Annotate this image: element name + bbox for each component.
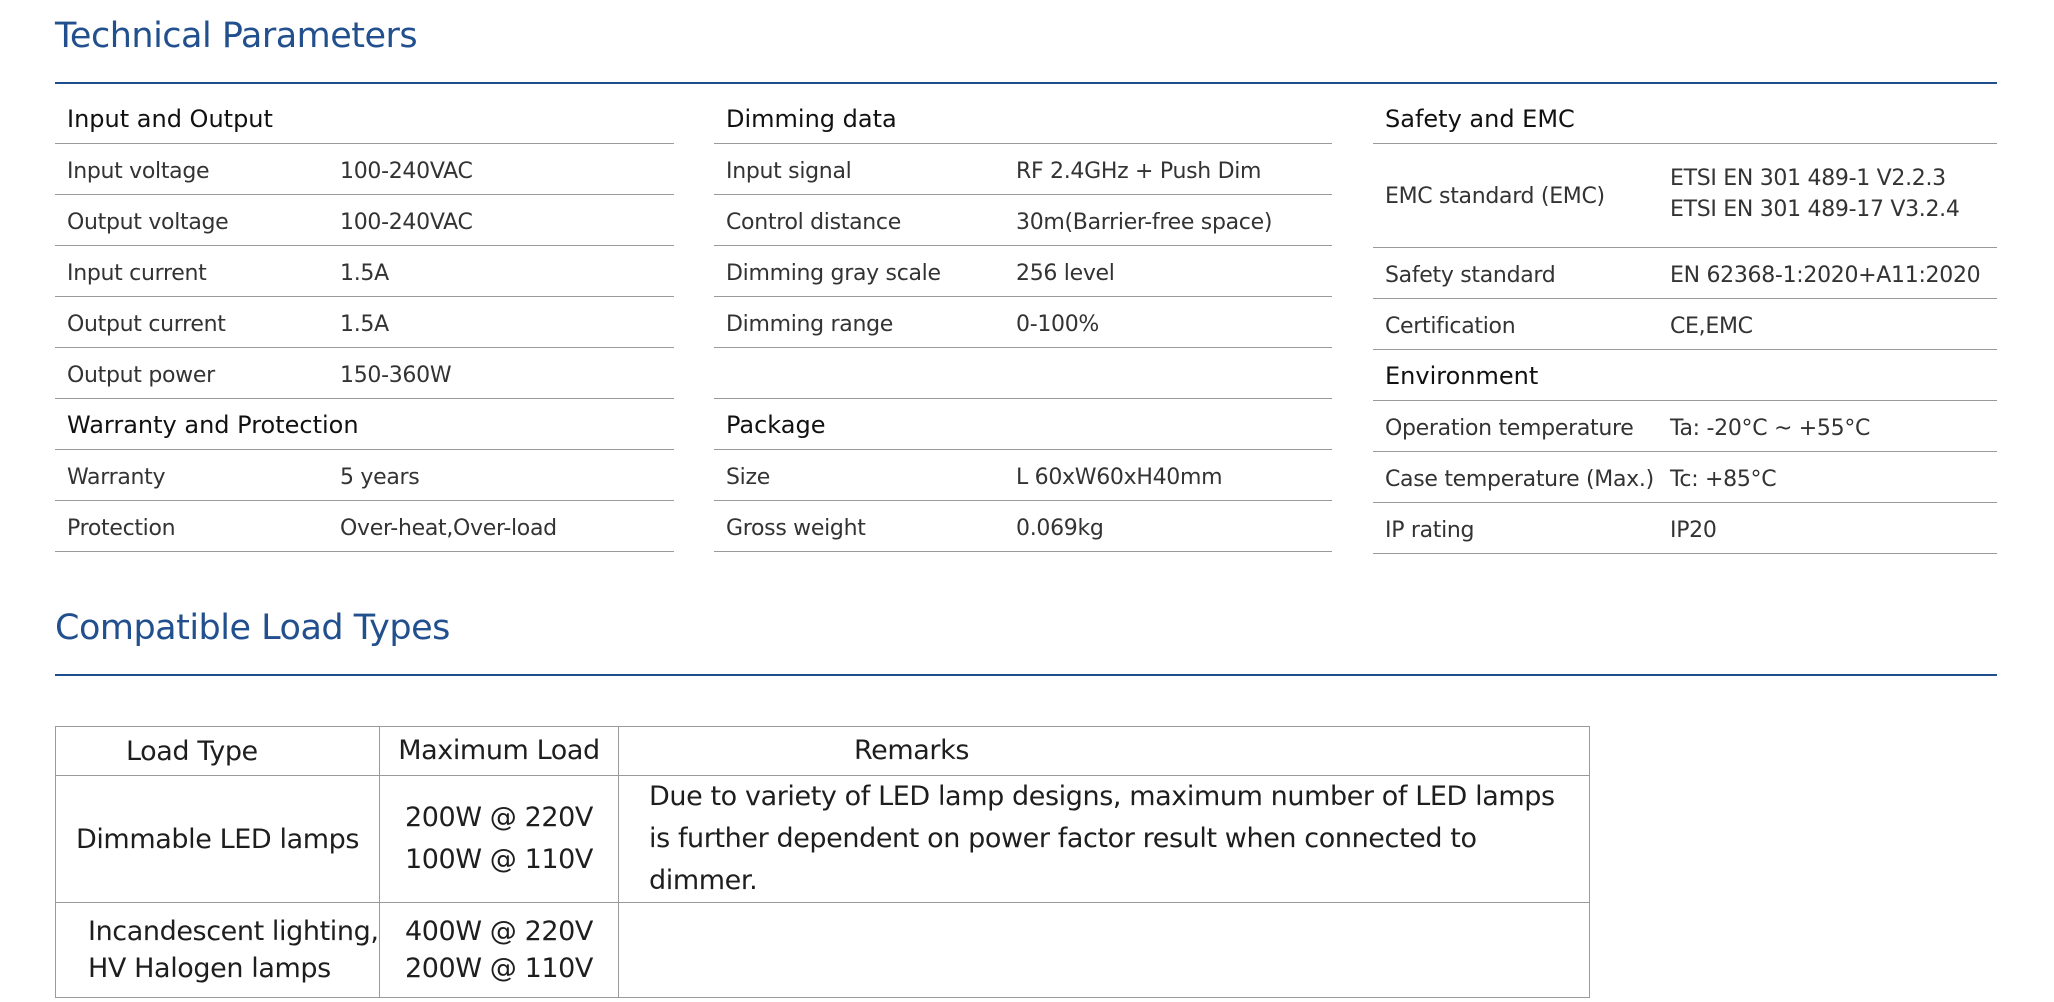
safety-heading: Safety and EMC xyxy=(1385,105,1575,133)
header-max-load: Maximum Load xyxy=(380,727,619,776)
spec-value: Over-heat,Over-load xyxy=(340,516,557,541)
cell-max-load xyxy=(380,776,619,903)
max-load-line1: 400W @ 220V xyxy=(404,916,593,947)
spec-value: 5 years xyxy=(340,465,420,490)
spec-label: Input current xyxy=(67,261,207,286)
section-heading-row xyxy=(714,399,1332,450)
spec-label: Size xyxy=(726,465,770,490)
spec-label: Input signal xyxy=(726,159,852,184)
spec-label: Warranty xyxy=(67,465,166,490)
spec-row xyxy=(1373,503,1997,554)
spec-label: Certification xyxy=(1385,314,1516,339)
header-remarks: Remarks xyxy=(619,727,1590,776)
spec-value: CE,EMC xyxy=(1670,314,1753,339)
spec-row xyxy=(714,450,1332,501)
spec-row xyxy=(55,195,674,246)
cell-remarks xyxy=(619,903,1590,998)
section-heading-row xyxy=(1373,95,1997,144)
section-heading-row xyxy=(55,95,674,144)
compatible-load-types-divider xyxy=(55,674,1997,676)
remarks-line2: is further dependent on power factor result when connected to dimmer. xyxy=(649,823,1477,896)
spec-row xyxy=(714,297,1332,348)
section-heading-row xyxy=(1373,350,1997,401)
load-type-text: Dimmable LED lamps xyxy=(75,823,360,855)
section-heading-row xyxy=(55,399,674,450)
max-load-line2: 100W @ 110V xyxy=(404,844,593,875)
emc-value-line2: ETSI EN 301 489-17 V3.2.4 xyxy=(1670,197,1960,222)
spec-value: EN 62368-1:2020+A11:2020 xyxy=(1670,263,1981,288)
spec-row xyxy=(55,297,674,348)
input-output-heading: Input and Output xyxy=(67,105,273,133)
spec-row-emc xyxy=(1373,144,1997,248)
cell-remarks xyxy=(619,776,1590,903)
header-load-type: Load Type xyxy=(56,727,380,776)
table-row xyxy=(56,776,1590,903)
remarks-line1: Due to variety of LED lamp designs, maximum number of LED lamps xyxy=(649,781,1555,812)
spec-label: Input voltage xyxy=(67,159,210,184)
spec-value: 150-360W xyxy=(340,363,452,388)
cell-load-type xyxy=(56,776,380,903)
spec-row xyxy=(55,450,674,501)
load-type-line1: Incandescent lighting, xyxy=(88,916,379,947)
section-heading-row xyxy=(714,95,1332,144)
spec-label: Safety standard xyxy=(1385,263,1556,288)
spec-column-safety xyxy=(1373,95,1997,554)
environment-heading: Environment xyxy=(1385,362,1539,390)
spacer-row xyxy=(714,348,1332,399)
spec-value: 1.5A xyxy=(340,261,389,286)
load-types-table xyxy=(55,726,1590,998)
spec-row xyxy=(1373,452,1997,503)
spec-row xyxy=(1373,401,1997,452)
spec-value: 256 level xyxy=(1016,261,1115,286)
spec-value: IP20 xyxy=(1670,518,1717,543)
emc-value-line1: ETSI EN 301 489-1 V2.2.3 xyxy=(1670,166,1946,191)
spec-row xyxy=(714,195,1332,246)
spec-value: Ta: -20°C ~ +55°C xyxy=(1670,416,1871,441)
spec-row xyxy=(1373,248,1997,299)
spec-label: Dimming range xyxy=(726,312,893,337)
spec-label: Case temperature (Max.) xyxy=(1385,467,1654,492)
spec-label: Protection xyxy=(67,516,176,541)
spec-value: L 60xW60xH40mm xyxy=(1016,465,1223,490)
warranty-heading: Warranty and Protection xyxy=(67,411,359,439)
spec-label: Operation temperature xyxy=(1385,416,1634,441)
spec-label: Output power xyxy=(67,363,215,388)
spec-row xyxy=(714,144,1332,195)
max-load-line2: 200W @ 110V xyxy=(404,953,593,984)
spec-column-input-output xyxy=(55,95,674,552)
spec-column-dimming xyxy=(714,95,1332,552)
spec-label: Output current xyxy=(67,312,226,337)
spec-label: EMC standard (EMC) xyxy=(1385,184,1605,209)
spec-label: Dimming gray scale xyxy=(726,261,941,286)
spec-value: 100-240VAC xyxy=(340,210,473,235)
compatible-load-types-title: Compatible Load Types xyxy=(55,608,450,648)
spec-value: RF 2.4GHz + Push Dim xyxy=(1016,159,1262,184)
spec-row xyxy=(55,348,674,399)
spec-row xyxy=(1373,299,1997,350)
spec-row xyxy=(714,246,1332,297)
technical-parameters-divider xyxy=(55,82,1997,84)
spec-row xyxy=(55,501,674,552)
spec-row xyxy=(55,246,674,297)
spec-value: 0.069kg xyxy=(1016,516,1104,541)
spec-value: Tc: +85°C xyxy=(1670,467,1777,492)
table-header-row xyxy=(56,727,1590,776)
load-type-line2: HV Halogen lamps xyxy=(88,953,331,984)
package-heading: Package xyxy=(726,411,826,439)
spec-label: Control distance xyxy=(726,210,901,235)
spec-value: 100-240VAC xyxy=(340,159,473,184)
spec-value: 30m(Barrier-free space) xyxy=(1016,210,1273,235)
dimming-heading: Dimming data xyxy=(726,105,897,133)
spec-row xyxy=(714,501,1332,552)
spec-label: Output voltage xyxy=(67,210,229,235)
technical-parameters-title: Technical Parameters xyxy=(55,16,418,56)
spec-row xyxy=(55,144,674,195)
spec-value: 1.5A xyxy=(340,312,389,337)
cell-load-type xyxy=(56,903,380,998)
table-row xyxy=(56,903,1590,998)
spec-value xyxy=(1670,163,1960,225)
max-load-line1: 200W @ 220V xyxy=(404,802,593,833)
spec-label: IP rating xyxy=(1385,518,1475,543)
cell-max-load xyxy=(380,903,619,998)
spec-value: 0-100% xyxy=(1016,312,1100,337)
spec-label: Gross weight xyxy=(726,516,866,541)
